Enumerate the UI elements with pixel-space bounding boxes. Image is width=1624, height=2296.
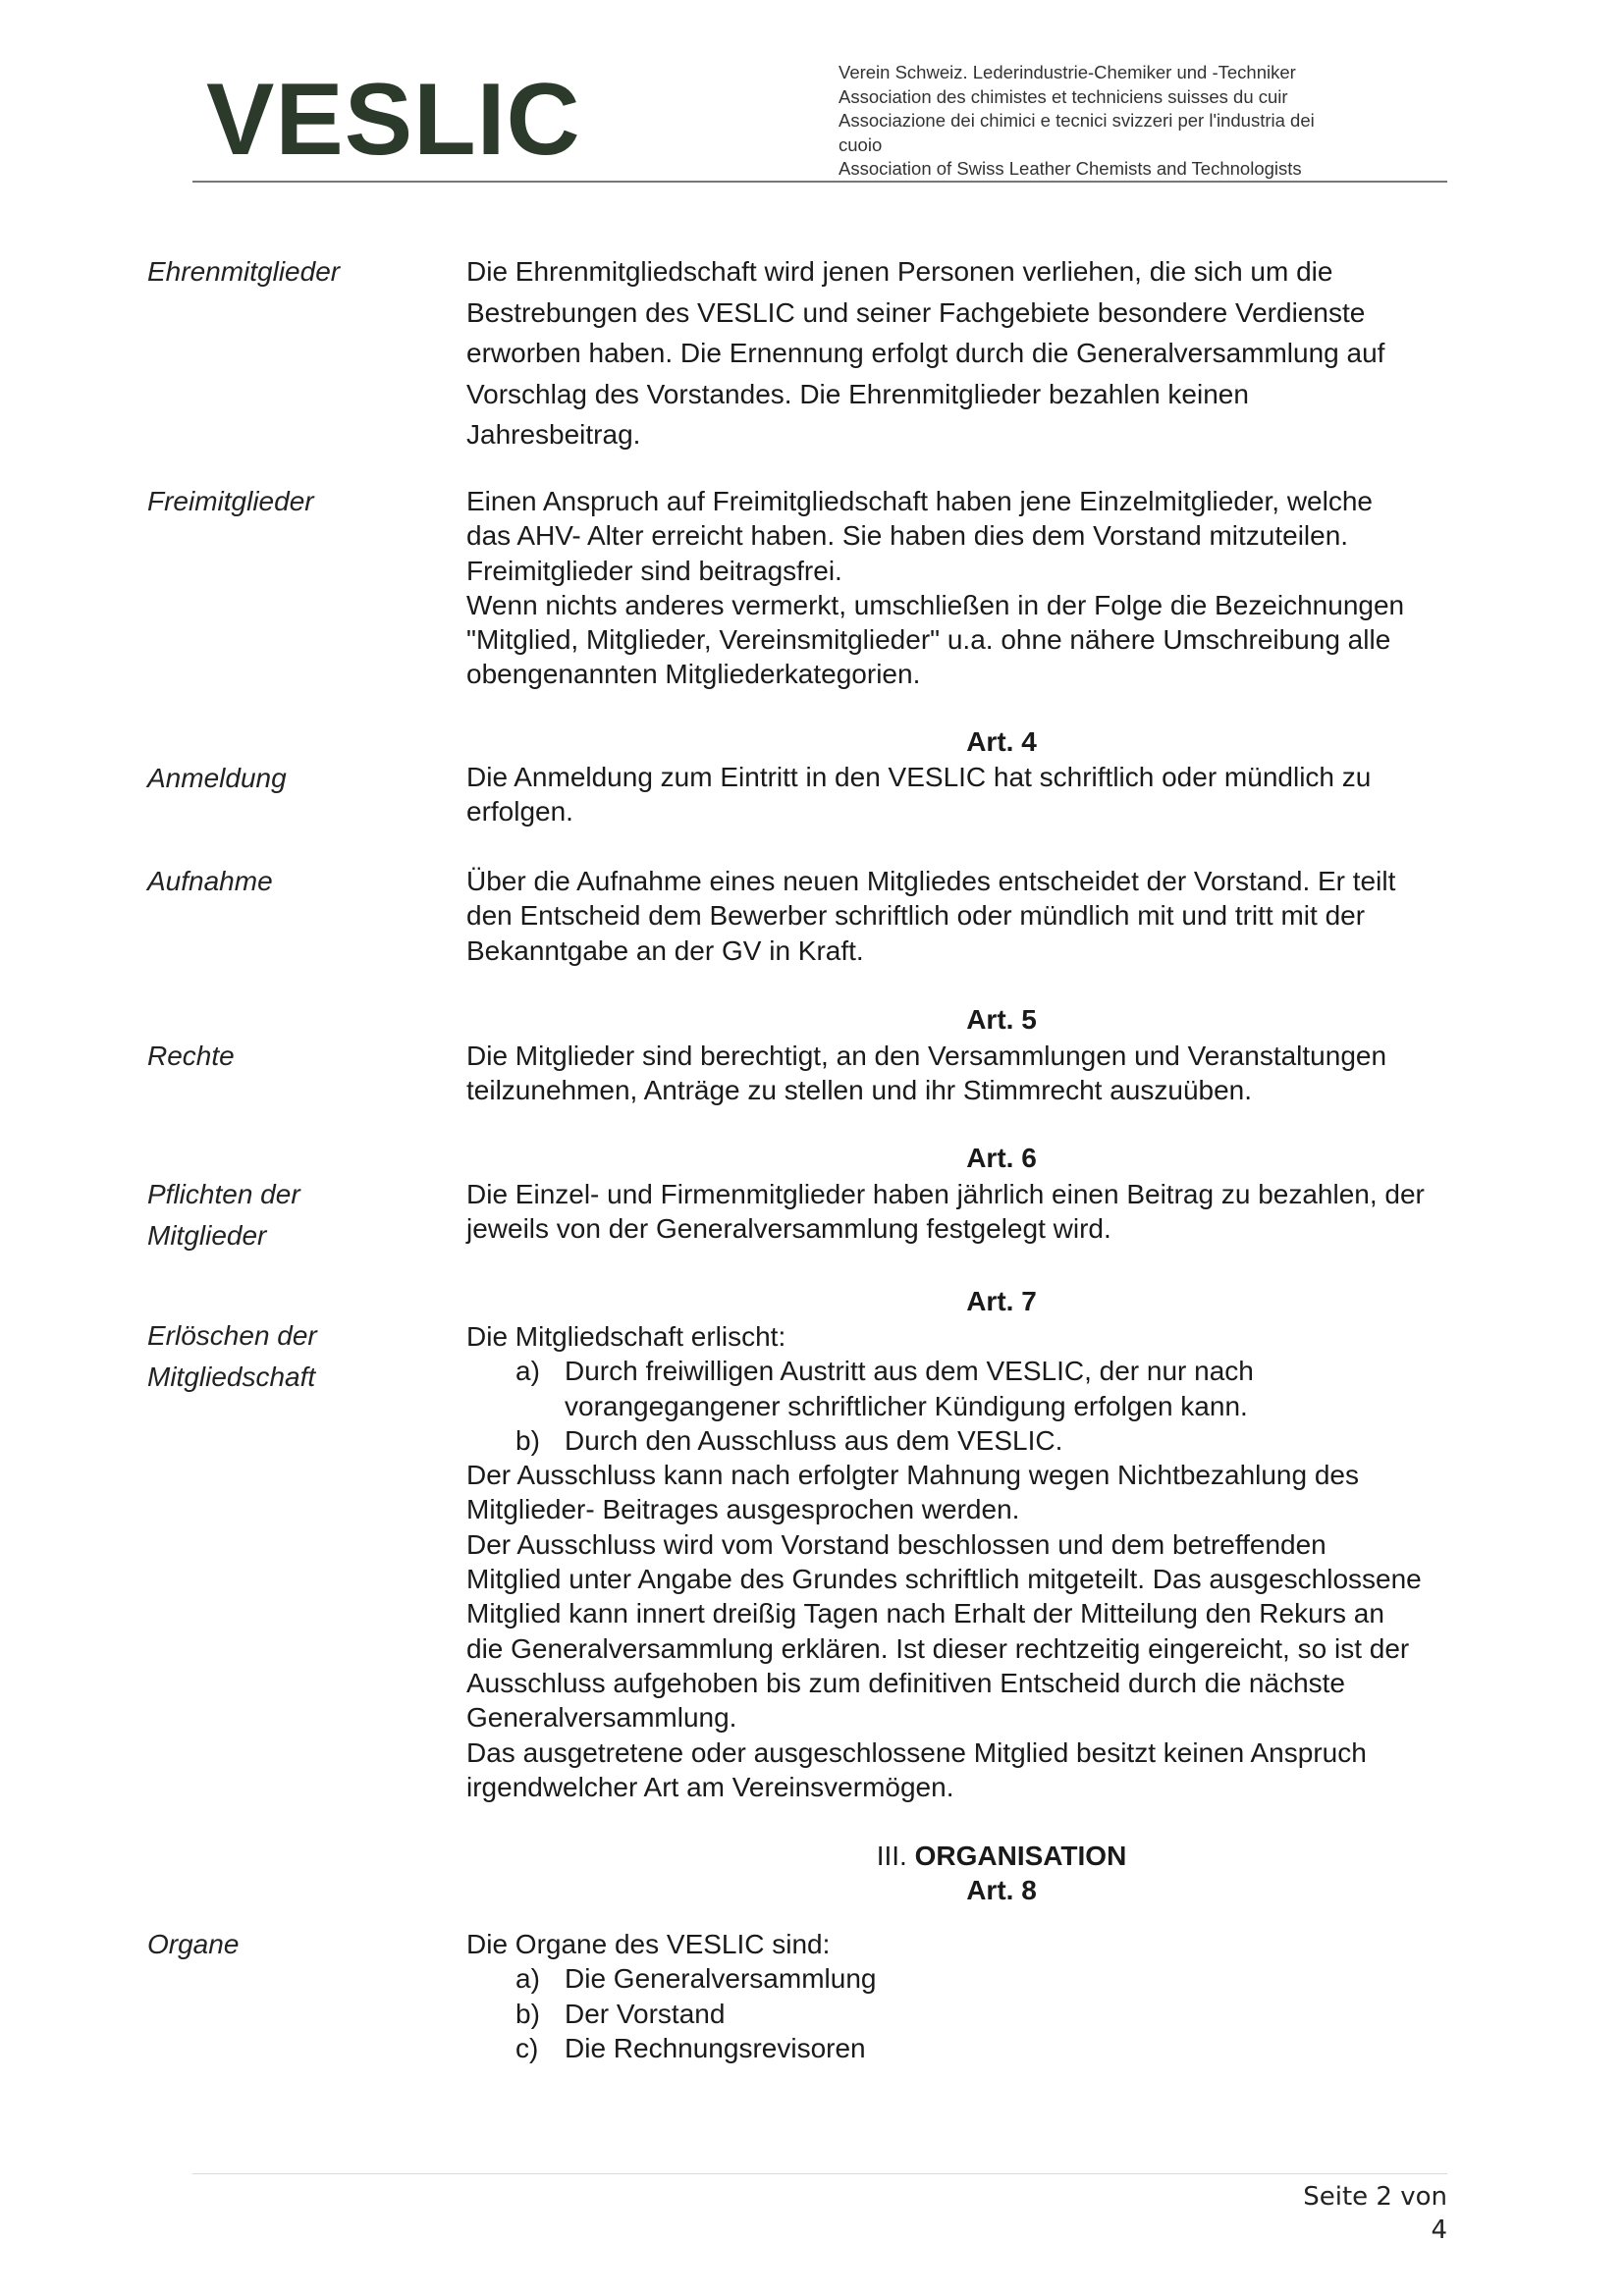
text-line: Mitglied unter Angabe des Grundes schriftlich mitgeteilt. Das ausgeschlossene — [466, 1564, 1422, 1595]
paragraph — [466, 484, 1537, 692]
margin-label-line: Mitglieder — [147, 1220, 267, 1251]
margin-label-line: Mitgliedschaft — [147, 1362, 316, 1392]
letterhead — [192, 61, 1447, 181]
header-divider — [192, 181, 1447, 183]
text-line: Bekanntgabe an der GV in Kraft. — [466, 934, 864, 966]
text-line: Die Einzel- und Firmenmitglieder haben jährlich einen Beitrag zu bezahlen, der — [466, 1179, 1425, 1209]
text-line: Die Mitgliedschaft erlischt: — [466, 1321, 786, 1352]
margin-label: Anmeldung — [147, 763, 287, 793]
list-marker: a) — [515, 1356, 540, 1387]
text-line: obengenannten Mitgliederkategorien. — [466, 659, 921, 690]
text-line: erfolgen. — [466, 796, 573, 828]
chapter-number: III. — [876, 1841, 907, 1871]
paragraph — [466, 760, 1537, 829]
association-line: Association des chimistes et techniciens suisses du cuir — [839, 85, 1288, 107]
margin-label: Ehrenmitglieder — [147, 256, 341, 287]
text-line: den Entscheid dem Bewerber schriftlich oder mündlich mit und tritt mit der — [466, 900, 1366, 932]
text-line: Vorschlag des Vorstandes. Die Ehrenmitglieder bezahlen keinen — [466, 378, 1249, 409]
article-heading: Art. 5 — [966, 1004, 1037, 1035]
chapter-heading — [466, 1839, 1537, 1874]
article-heading: Art. 4 — [966, 726, 1037, 757]
text-line: vorangegangener schriftlicher Kündigung erfolgen kann. — [565, 1390, 1248, 1421]
text-line: Durch den Ausschluss aus dem VESLIC. — [565, 1424, 1063, 1456]
margin-label — [147, 1174, 300, 1256]
paragraph — [466, 251, 1537, 455]
list-marker: b) — [515, 1424, 540, 1456]
text-line: Bestrebungen des VESLIC und seiner Fachgebiete besondere Verdienste — [466, 296, 1366, 328]
list-marker: a) — [515, 1963, 540, 1995]
text-line: Jahresbeitrag. — [466, 419, 641, 450]
text-line: Die Generalversammlung — [565, 1963, 877, 1995]
margin-label: Aufnahme — [147, 866, 273, 896]
text-line: jeweils von der Generalversammlung festgelegt wird. — [466, 1213, 1111, 1245]
text-line: Durch freiwilligen Austritt aus dem VESLIC, der nur nach — [565, 1356, 1254, 1387]
text-line: Ausschluss aufgehoben bis zum definitiven Entscheid durch die nächste — [466, 1667, 1345, 1698]
text-line: Der Vorstand — [565, 1998, 726, 2029]
association-line: Association of Swiss Leather Chemists and Technologists — [839, 158, 1302, 179]
text-line: Generalversammlung. — [466, 1702, 737, 1734]
margin-label: Organe — [147, 1929, 240, 1959]
article-heading: Art. 7 — [966, 1286, 1037, 1316]
text-line: Mitglied kann innert dreißig Tagen nach Erhalt der Mitteilung den Rekurs an — [466, 1598, 1384, 1629]
text-line: Die Ehrenmitgliedschaft wird jenen Personen verliehen, die sich um die — [466, 256, 1333, 287]
margin-label — [147, 1315, 317, 1398]
text-line: Die Rechnungsrevisoren — [565, 2032, 866, 2063]
list-item — [466, 2031, 1537, 2065]
text-line: Die Mitglieder sind berechtigt, an den Versammlungen und Veranstaltungen — [466, 1041, 1387, 1071]
text-line: Der Ausschluss kann nach erfolgter Mahnung wegen Nichtbezahlung des — [466, 1460, 1360, 1491]
association-line: cuoio — [839, 133, 883, 155]
text-line: Die Anmeldung zum Eintritt in den VESLIC hat schriftlich oder mündlich zu — [466, 762, 1372, 792]
text-line: "Mitglied, Mitglieder, Vereinsmitglieder" u.a. ohne nähere Umschreibung alle — [466, 624, 1391, 656]
list-marker: c) — [515, 2032, 539, 2063]
article-heading: Art. 8 — [966, 1875, 1037, 1905]
list-item — [466, 1354, 1537, 1423]
margin-label-line: Erlöschen der — [147, 1320, 317, 1351]
paragraph — [466, 1039, 1537, 1108]
paragraph — [466, 1927, 1537, 2065]
text-line: Das ausgetretene oder ausgeschlossene Mitglied besitzt keinen Anspruch — [466, 1736, 1367, 1768]
paragraph — [466, 1177, 1537, 1247]
page-number: Seite 2 von 4 — [1303, 2182, 1447, 2245]
footer-divider — [192, 2173, 1447, 2174]
margin-label: Freimitglieder — [147, 486, 314, 516]
text-line: Über die Aufnahme eines neuen Mitgliedes entscheidet der Vorstand. Er teilt — [466, 866, 1396, 896]
paragraph — [466, 1319, 1537, 1804]
margin-label: Rechte — [147, 1041, 235, 1071]
text-line: irgendwelcher Art am Vereinsvermögen. — [466, 1771, 954, 1802]
text-line: teilzunehmen, Anträge zu stellen und ihr Stimmrecht auszuüben. — [466, 1075, 1253, 1106]
paragraph — [466, 864, 1537, 968]
list-item — [466, 1961, 1537, 1996]
text-line: Die Organe des VESLIC sind: — [466, 1929, 831, 1959]
text-line: Wenn nichts anderes vermerkt, umschließen in der Folge die Bezeichnungen — [466, 589, 1405, 620]
text-line: erworben haben. Die Ernennung erfolgt durch die Generalversammlung auf — [466, 338, 1385, 368]
margin-label-line: Pflichten der — [147, 1179, 300, 1209]
text-line: Der Ausschluss wird vom Vorstand beschlossen und dem betreffenden — [466, 1528, 1326, 1560]
text-line: das AHV- Alter erreicht haben. Sie haben dies dem Vorstand mitzuteilen. — [466, 520, 1349, 552]
association-line: Associazione dei chimici e tecnici svizzeri per l'industria dei — [839, 110, 1315, 131]
chapter-title: ORGANISATION — [906, 1841, 1127, 1871]
list-item — [466, 1997, 1537, 2031]
text-line: Einen Anspruch auf Freimitgliedschaft haben jene Einzelmitglieder, welche — [466, 486, 1373, 516]
association-names — [839, 61, 1428, 182]
list-item — [466, 1423, 1537, 1458]
veslic-logo: VESLIC — [206, 63, 581, 177]
list-marker: b) — [515, 1998, 540, 2029]
association-line: Verein Schweiz. Lederindustrie-Chemiker und -Techniker — [839, 62, 1296, 82]
text-line: Freimitglieder sind beitragsfrei. — [466, 555, 842, 586]
text-line: Mitglieder- Beitrages ausgesprochen werden. — [466, 1494, 1020, 1525]
text-line: die Generalversammlung erklären. Ist dieser rechtzeitig eingereicht, so ist der — [466, 1632, 1410, 1664]
article-heading: Art. 6 — [966, 1143, 1037, 1173]
